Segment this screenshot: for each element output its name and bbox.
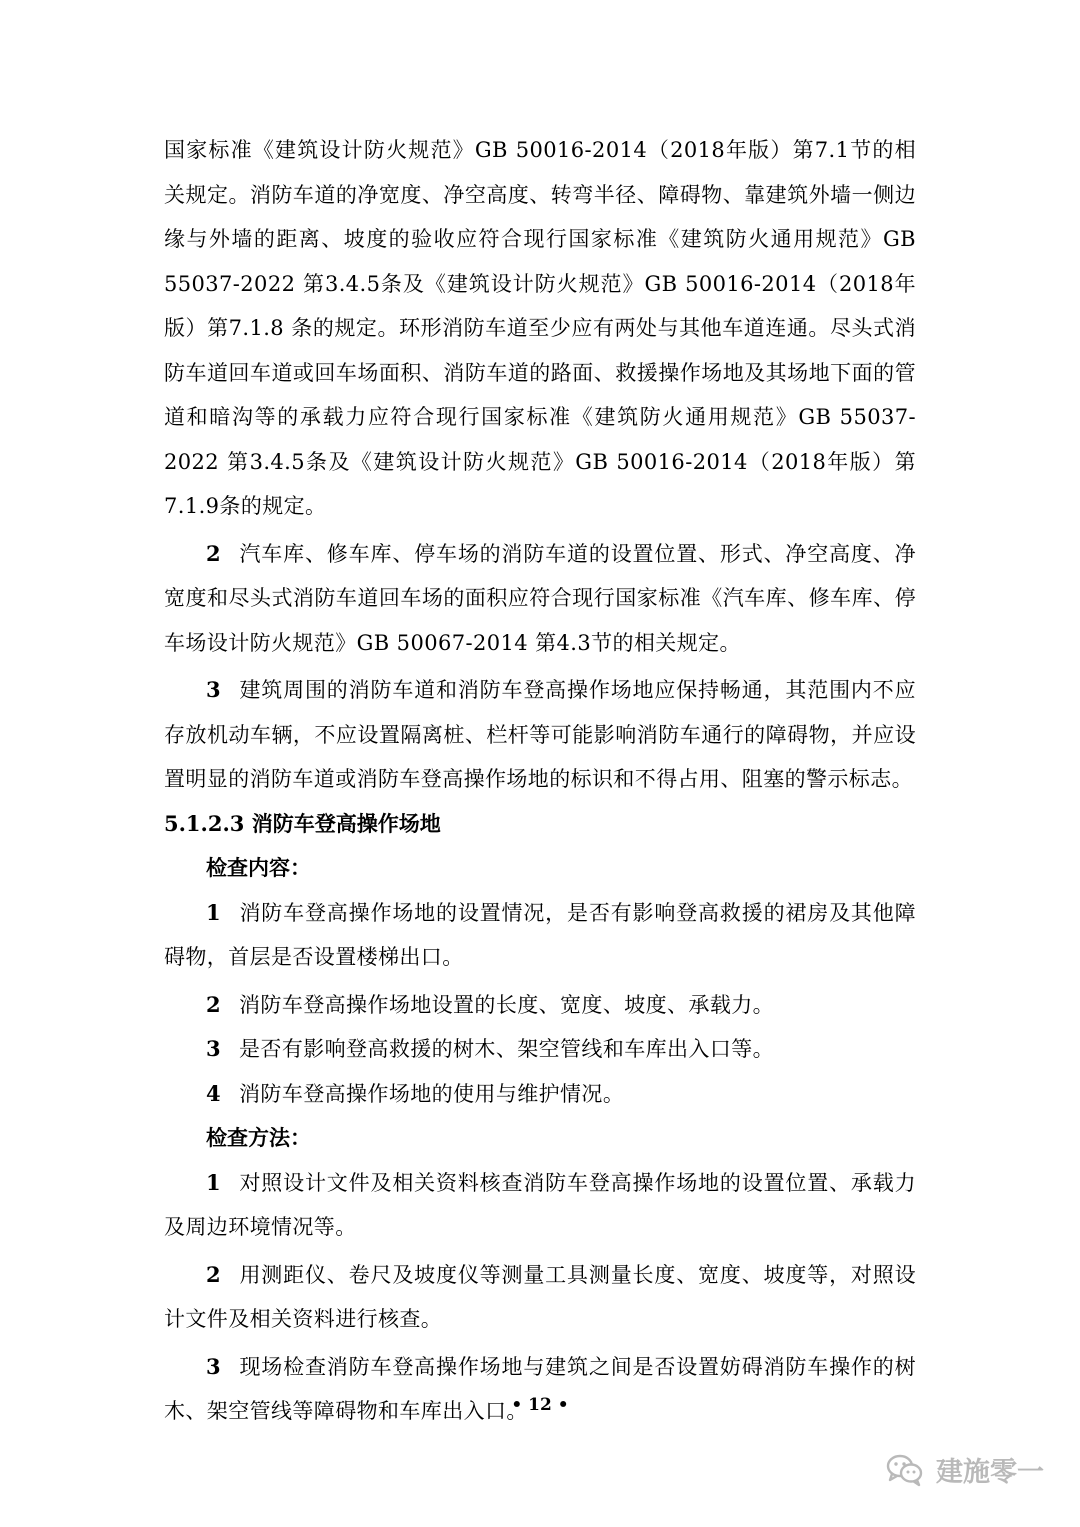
item-text: 现场检查消防车登高操作场地与建筑之间是否设置妨碍消防车操作的树木、架空管线等障碍物和车库出入口。	[164, 1354, 916, 1423]
item-number: 3	[206, 677, 222, 702]
item-number: 2	[206, 540, 222, 566]
item-number: 2	[206, 1261, 222, 1287]
item-number: 3	[206, 1036, 222, 1061]
item-text: 对照设计文件及相关资料核查消防车登高操作场地的设置位置、承载力及周边环境情况等。	[164, 1170, 916, 1239]
wechat-icon	[886, 1453, 924, 1487]
item-text: 消防车登高操作场地的设置情况，是否有影响登高救援的裙房及其他障碍物，首层是否设置楼梯出口。	[164, 900, 916, 969]
item-text: 消防车登高操作场地设置的长度、宽度、坡度、承载力。	[239, 992, 775, 1017]
item-number: 4	[206, 1080, 222, 1106]
list-item	[164, 891, 916, 980]
item-text: 用测距仪、卷尺及坡度仪等测量工具测量长度、宽度、坡度等，对照设计文件及相关资料进行核查。	[164, 1262, 916, 1331]
list-item	[164, 1027, 916, 1072]
check-method-heading: 检查方法：	[206, 1125, 311, 1150]
item-text: 消防车登高操作场地的使用与维护情况。	[239, 1081, 625, 1106]
list-item	[164, 532, 916, 666]
item-number: 1	[206, 899, 222, 925]
watermark	[886, 1450, 1044, 1489]
item-number: 2	[206, 991, 222, 1017]
item-number: 3	[206, 1353, 222, 1379]
check-content-heading: 检查内容：	[206, 855, 311, 880]
list-item	[164, 1345, 916, 1434]
section-heading: 5.1.2.3 消防车登高操作场地	[164, 810, 441, 836]
document-body	[164, 128, 916, 1434]
list-item	[164, 1161, 916, 1250]
list-item	[164, 668, 916, 802]
item-text: 是否有影响登高救援的树木、架空管线和车库出入口等。	[239, 1037, 775, 1061]
item-number: 1	[206, 1169, 222, 1195]
list-item	[164, 1253, 916, 1342]
watermark-text: 建施零一	[936, 1457, 1044, 1488]
paragraph-continuation: 国家标准《建筑设计防火规范》GB 50016-2014（2018年版）第7.1节的相关规定。消防车道的净宽度、净空高度、转弯半径、障碍物、靠建筑外墙一侧边缘与外墙的距离、坡度的验收应符合现行国家标准《建筑防火通用规范》GB 55037-2022 第3.4.5条及《建筑设计防火规范》GB 50016-2014（2018年版）第7.1.8 条的规定。环形消防车道至少应有两处与其他车道连通。尽头式消防车道回车道或回车场面积、消防车道的路面、救援操作场地及其场地下面的管道和暗沟等的承载力应符合现行国家标准《建筑防火通用规范》GB 55037-2022 第3.4.5条及《建筑设计防火规范》GB 50016-2014（2018年版）第7.1.9条的规定。	[164, 138, 916, 518]
item-text: 汽车库、修车库、停车场的消防车道的设置位置、形式、净空高度、净宽度和尽头式消防车道回车场的面积应符合现行国家标准《汽车库、修车库、停车场设计防火规范》GB 50067-2014 第4.3节的相关规定。	[164, 541, 916, 655]
list-item	[164, 1072, 916, 1117]
item-text: 建筑周围的消防车道和消防车登高操作场地应保持畅通，其范围内不应存放机动车辆，不应设置隔离桩、栏杆等可能影响消防车通行的障碍物，并应设置明显的消防车道或消防车登高操作场地的标识和不得占用、阻塞的警示标志。	[164, 678, 916, 791]
page-number: • 12 •	[511, 1395, 569, 1415]
list-item	[164, 983, 916, 1028]
